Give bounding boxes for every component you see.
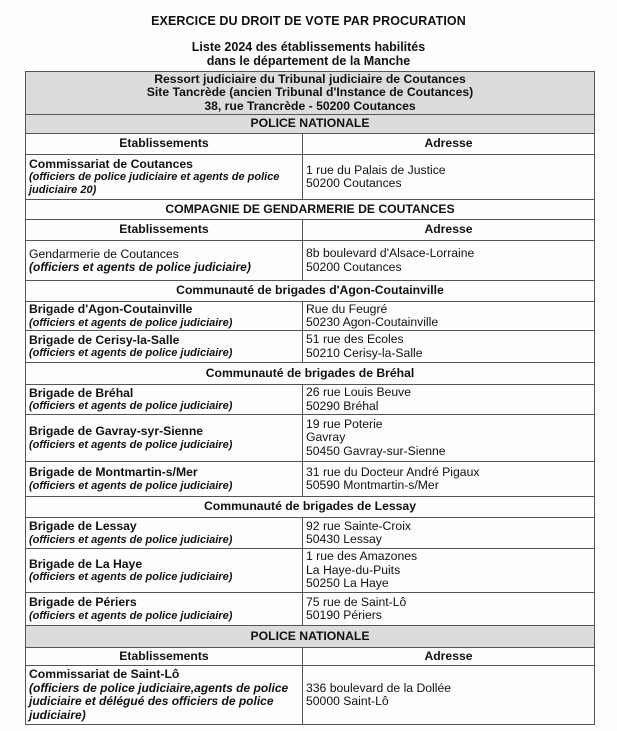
column-header-establishments: Etablissements — [26, 648, 303, 666]
establishment-role: (officiers et agents de police judiciaire) — [29, 533, 233, 546]
establishment-cell — [26, 415, 303, 462]
address-line: 50430 Lessay — [306, 532, 382, 546]
address-line: 50230 Agon-Coutainville — [306, 315, 439, 329]
address-line: Gavray — [306, 430, 346, 445]
section-header — [26, 200, 595, 220]
establishment-role: (officiers de police judiciaire,agents de police judiciaire et délégué des officiers de police judiciaire) — [29, 680, 289, 722]
address-cell — [303, 415, 595, 462]
table-row — [26, 331, 595, 363]
column-header-establishments: Etablissements — [26, 220, 303, 241]
establishments-table — [25, 71, 595, 725]
section-header — [26, 626, 595, 648]
section-header — [26, 281, 595, 302]
establishment-role: (officiers et agents de police judiciaire) — [29, 479, 233, 492]
table-row — [26, 462, 595, 497]
table-row — [26, 666, 595, 725]
establishment-role: (officiers et agents de police judiciaire) — [29, 316, 233, 329]
establishment-name: Gendarmerie de Coutances — [29, 246, 179, 261]
subtitle-line-2: dans le département de la Manche — [206, 54, 411, 68]
section-header — [26, 363, 595, 385]
section-gendarmerie: COMPAGNIE DE GENDARMERIE DE COUTANCES — [26, 200, 595, 220]
jurisdiction-cell — [26, 72, 595, 115]
address-line: 50590 Montmartin-s/Mer — [306, 478, 439, 492]
address-cell — [303, 666, 595, 725]
section-agon: Communauté de brigades d'Agon-Coutainville — [26, 281, 595, 302]
establishment-cell — [26, 518, 303, 549]
establishment-role: (officiers et agents de police judiciaire) — [29, 571, 233, 583]
establishment-cell — [26, 666, 303, 725]
address-line: 50200 Coutances — [306, 259, 402, 274]
jurisdiction-line-1: Ressort judiciaire du Tribunal judiciaire de Coutances — [154, 71, 466, 86]
column-header-address: Adresse — [303, 648, 595, 666]
establishment-name: Brigade de Cerisy-la-Salle — [29, 332, 180, 347]
address-line: 50450 Gavray-sur-Sienne — [306, 443, 446, 458]
jurisdiction-header — [26, 72, 595, 115]
address-line: 51 rue des Ecoles — [306, 332, 404, 346]
address-cell — [303, 302, 595, 331]
establishment-role: (officiers et agents de police judiciaire) — [29, 438, 233, 451]
establishment-role: (officiers de police judiciaire et agents de police judiciaire 20) — [29, 171, 280, 196]
section-lessay: Communauté de brigades de Lessay — [26, 497, 595, 518]
address-line: 50000 Saint-Lô — [306, 694, 389, 708]
address-line: 19 rue Poterie — [306, 416, 383, 431]
address-line: 50190 Périers — [306, 608, 382, 622]
establishment-role: (officiers et agents de police judiciaire) — [29, 347, 233, 359]
document-title: EXERCICE DU DROIT DE VOTE PAR PROCURATION — [151, 14, 466, 28]
address-cell — [303, 155, 595, 200]
document-subtitle — [0, 40, 617, 68]
column-header-row — [26, 648, 595, 666]
section-header — [26, 497, 595, 518]
address-line: 75 rue de Saint-Lô — [306, 594, 407, 609]
address-line: 50200 Coutances — [306, 176, 402, 190]
establishment-role: (officiers et agents de police judiciaire) — [29, 400, 233, 412]
address-line: 50290 Bréhal — [306, 398, 379, 413]
table-row — [26, 518, 595, 549]
section-police-nationale: POLICE NATIONALE — [26, 626, 595, 648]
establishment-name: Brigade de La Haye — [29, 556, 143, 571]
address-line: La Haye-du-Puits — [306, 562, 401, 577]
address-line: 50210 Cerisy-la-Salle — [306, 345, 423, 360]
establishment-cell — [26, 593, 303, 626]
address-line: 31 rue du Docteur André Pigaux — [306, 464, 480, 479]
table-row — [26, 302, 595, 331]
address-cell — [303, 241, 595, 281]
table-row — [26, 385, 595, 415]
address-line: 26 rue Louis Beuve — [306, 385, 412, 399]
address-line: Rue du Feugré — [306, 301, 388, 316]
establishment-cell — [26, 331, 303, 363]
section-header — [26, 115, 595, 134]
section-police-nationale: POLICE NATIONALE — [26, 115, 595, 134]
section-brehal: Communauté de brigades de Bréhal — [26, 363, 595, 385]
establishment-name: Brigade de Périers — [29, 595, 137, 609]
jurisdiction-line-2: Site Tancrède (ancien Tribunal d'Instance de Coutances) — [146, 85, 474, 100]
address-line: 8b boulevard d'Alsace-Lorraine — [306, 246, 475, 260]
establishment-role: (officiers et agents de police judiciaire) — [29, 609, 233, 622]
address-line: 50250 La Haye — [306, 576, 389, 591]
subtitle-line-1: Liste 2024 des établissements habilités — [191, 40, 426, 54]
establishment-cell — [26, 462, 303, 497]
column-header-address: Adresse — [303, 220, 595, 241]
establishment-role: (officiers et agents de police judiciaire) — [29, 260, 251, 274]
column-header-establishments: Etablissements — [26, 134, 303, 155]
address-cell — [303, 462, 595, 497]
establishment-cell — [26, 155, 303, 200]
establishment-name: Commissariat de Saint-Lô — [29, 667, 180, 681]
establishment-cell — [26, 241, 303, 281]
address-cell — [303, 593, 595, 626]
establishment-cell — [26, 302, 303, 331]
establishment-cell — [26, 549, 303, 593]
establishment-name: Brigade de Lessay — [29, 519, 137, 533]
address-line: 92 rue Sainte-Croix — [306, 518, 411, 533]
address-cell — [303, 518, 595, 549]
address-cell — [303, 331, 595, 363]
establishment-name: Brigade d'Agon-Coutainville — [29, 302, 193, 316]
column-header-address: Adresse — [303, 134, 595, 155]
establishment-name: Brigade de Bréhal — [29, 385, 134, 400]
column-header-row — [26, 220, 595, 241]
address-cell — [303, 549, 595, 593]
establishment-cell — [26, 385, 303, 415]
jurisdiction-line-3: 38, rue Trancrède - 50200 Coutances — [204, 98, 416, 113]
table-row — [26, 593, 595, 626]
column-header-row — [26, 134, 595, 155]
table-row — [26, 241, 595, 281]
address-line: 1 rue du Palais de Justice — [306, 162, 446, 177]
address-line: 336 boulevard de la Dollée — [306, 680, 452, 695]
establishment-name: Brigade de Montmartin-s/Mer — [29, 465, 198, 479]
establishment-name: Brigade de Gavray-syr-Sienne — [29, 424, 204, 438]
table-row — [26, 415, 595, 462]
establishment-name: Commissariat de Coutances — [29, 156, 193, 171]
address-line: 1 rue des Amazones — [306, 549, 418, 564]
address-cell — [303, 385, 595, 415]
table-row — [26, 155, 595, 200]
table-row — [26, 549, 595, 593]
